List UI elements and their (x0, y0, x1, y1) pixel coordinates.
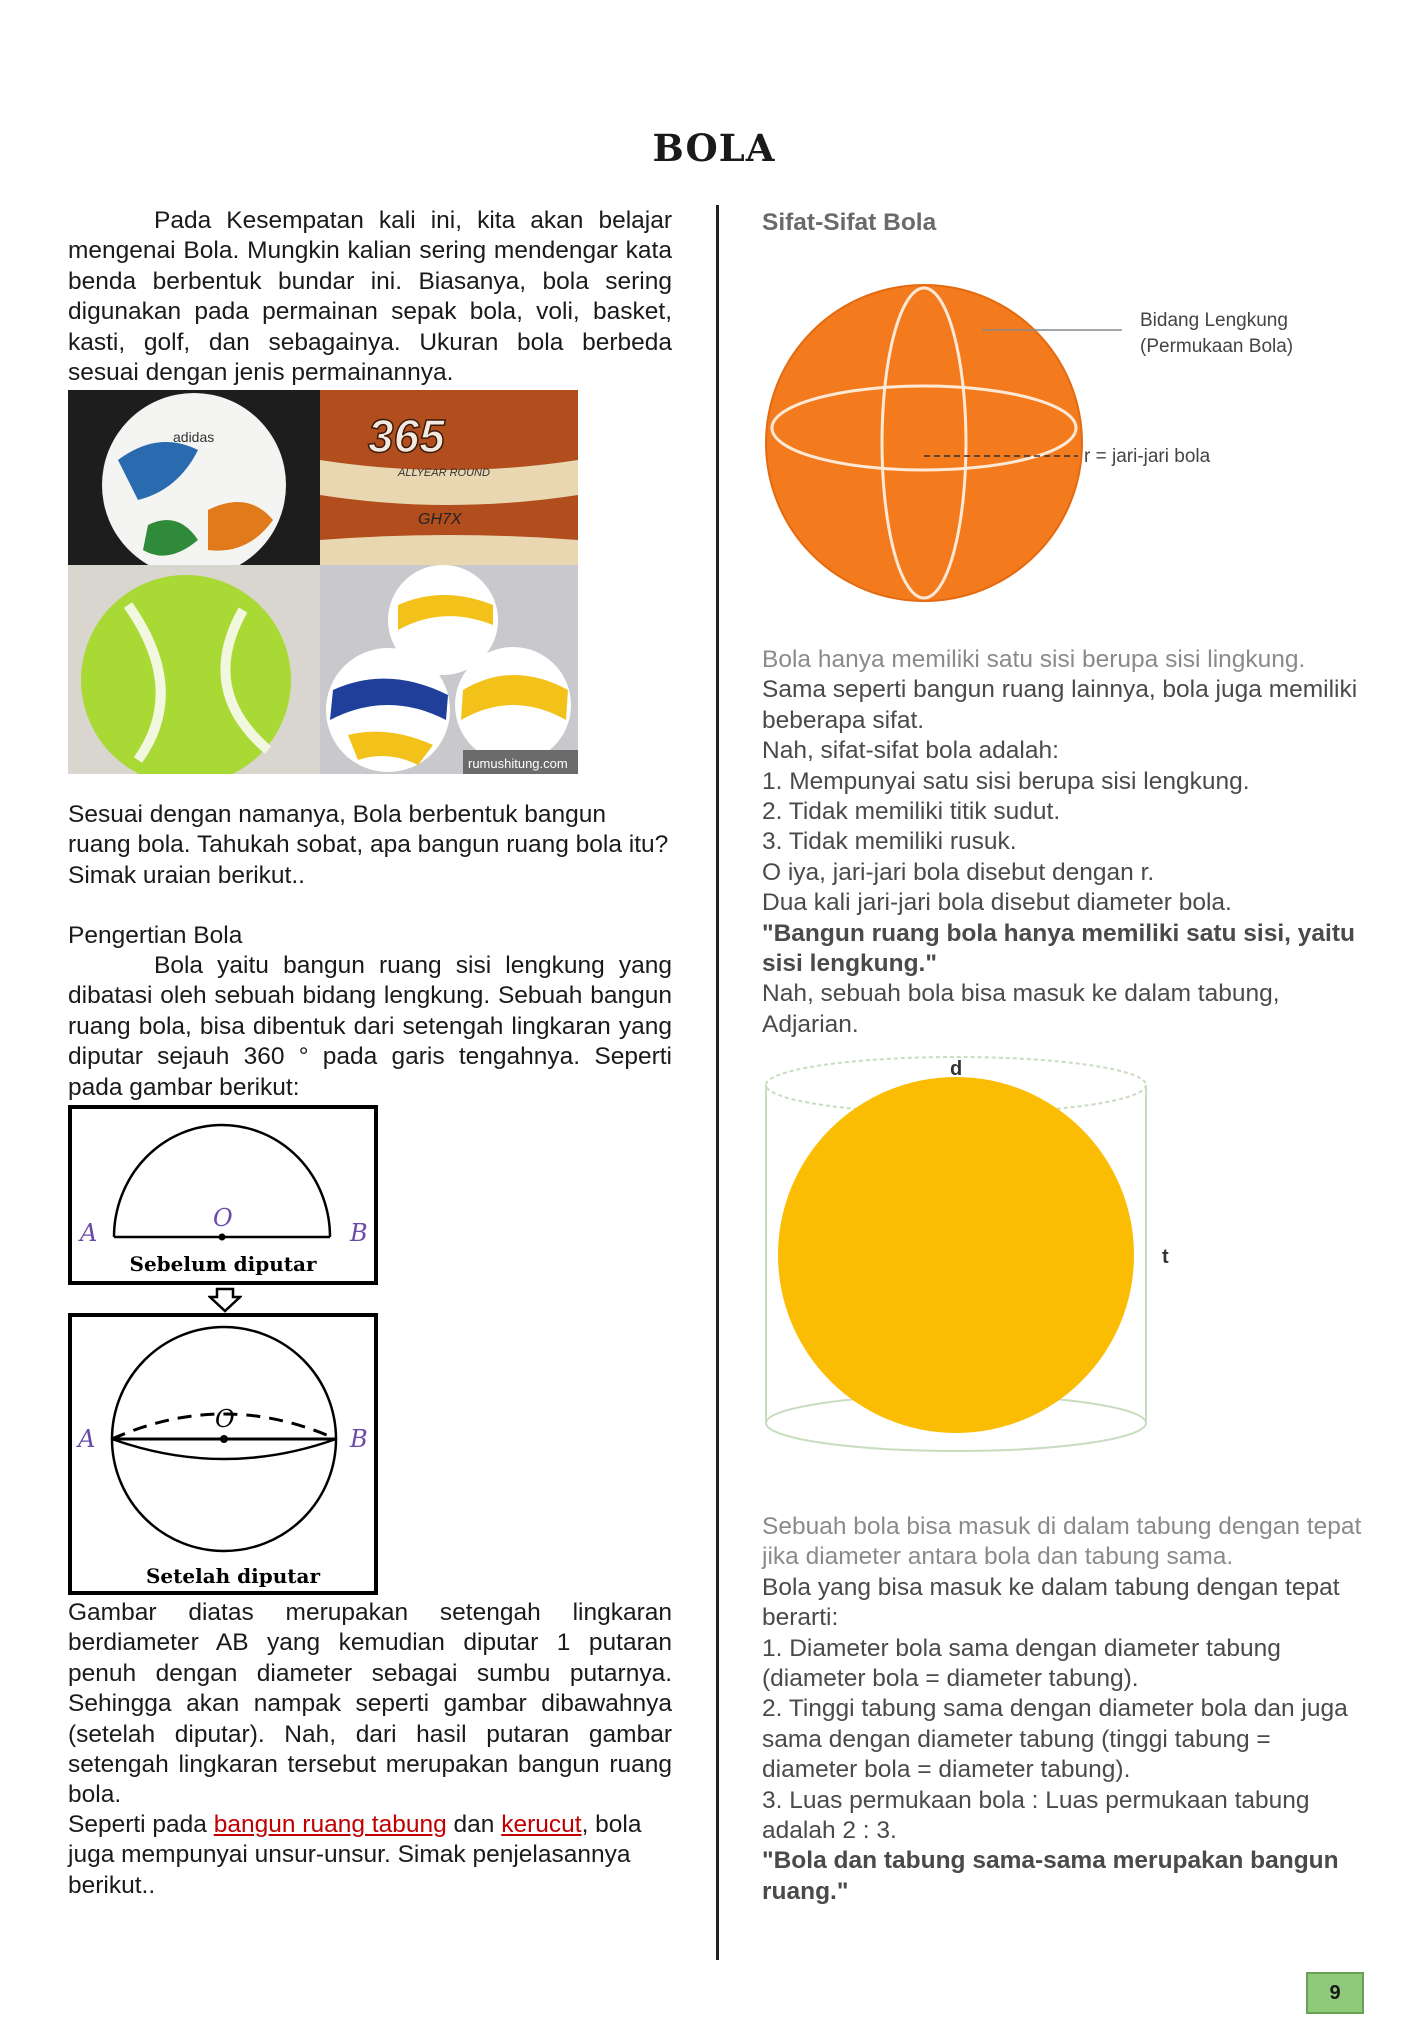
label-o: O (213, 1204, 233, 1232)
basketball-subtext: ALLYEAR ROUND (398, 467, 490, 479)
link-kerucut[interactable]: kerucut (501, 1811, 582, 1838)
sifat-line: O iya, jari-jari bola disebut dengan r. (762, 858, 1155, 886)
page-title: BOLA (652, 126, 776, 170)
label-permukaan: (Permukaan Bola) (1140, 336, 1294, 357)
tabung-line: Sebuah bola bisa masuk di dalam tabung dengan tepat jika diameter antara bola dan tabung sama. (762, 1513, 1362, 1571)
label-b-after: B (350, 1425, 368, 1453)
para-pengertian: Bola yaitu bangun ruang sisi lengkung yang dibatasi oleh sebuah bidang lengkung. Sebuah bangun ruang bola, bisa dibentuk dari setengah lingkaran yang diputar sejauh 360 ° pada garis tengahnya. Seperti pada gambar berikut: (68, 952, 672, 1101)
heading-sifat: Sifat-Sifat Bola (762, 209, 937, 236)
label-b: B (350, 1219, 368, 1247)
para-penjelasan: Gambar diatas merupakan setengah lingkaran berdiameter AB yang kemudian diputar 1 putaran penuh dengan diameter sebagai sumbu putarnya. Sehingga akan nampak seperti gambar dibawahnya (setelah diputar). Nah, dari hasil putaran gambar setengah lingkaran tersebut merupakan bangun ruang bola. (68, 1599, 672, 1809)
sifat-line: "Bangun ruang bola hanya memiliki satu sisi, yaitu sisi lengkung." (762, 919, 1355, 978)
caption-before: Sebelum diputar (129, 1252, 317, 1276)
label-o-after: O (215, 1405, 235, 1433)
para-unsur: Seperti pada bangun ruang tabung dan kerucut, bola juga mempunyai unsur-unsur. Simak penjelasannya berikut.. (68, 1811, 642, 1899)
sifat-line: 2. Tidak memiliki titik sudut. (762, 798, 1061, 826)
tabung-line: 2. Tinggi tabung sama dengan diameter bola dan juga sama dengan diameter tabung (tinggi tabung = diameter bola = diameter tabung). (762, 1695, 1348, 1784)
basketball-number: 365 (368, 410, 445, 462)
watermark-text: rumushitung.com (468, 756, 568, 771)
sifat-line: 1. Mempunyai satu sisi berupa sisi lengkung. (762, 767, 1250, 795)
orange-sphere-diagram (762, 278, 1322, 618)
label-bidang: Bidang Lengkung (1140, 310, 1288, 331)
label-t: t (1162, 1246, 1169, 1268)
column-divider (716, 205, 719, 1960)
ball-photo-grid (68, 390, 578, 774)
tabung-line: Bola yang bisa masuk ke dalam tabung dengan tepat berarti: (762, 1573, 1340, 1632)
sifat-line: Bola hanya memiliki satu sisi berupa sisi lingkung. (762, 646, 1306, 673)
basketball-model: GH7X (418, 511, 462, 528)
sifat-line: Nah, sifat-sifat bola adalah: (762, 737, 1059, 765)
caption-after: Setelah diputar (145, 1564, 321, 1588)
tabung-line: 3. Luas permukaan bola : Luas permukaan tabung adalah 2 : 3. (762, 1786, 1310, 1845)
soccer-brand-text: adidas (173, 429, 215, 445)
sifat-list (762, 645, 1362, 1040)
label-a-after: A (78, 1425, 96, 1453)
page-number-badge: 9 (1306, 1972, 1364, 2014)
tabung-list (762, 1512, 1362, 1907)
intro-paragraph: Pada Kesempatan kali ini, kita akan belajar mengenai Bola. Mungkin kalian sering mendengar kata benda berbentuk bundar ini. Biasanya, bola sering digunakan pada permainan sepak bola, voli, basket, kasti, golf, dan sebagainya. Ukuran bola berbeda sesuai dengan jenis permainannya. (68, 207, 672, 387)
label-a: A (80, 1219, 98, 1247)
tabung-line: 1. Diameter bola sama dengan diameter tabung (diameter bola = diameter tabung). (762, 1634, 1281, 1693)
tabung-line: "Bola dan tabung sama-sama merupakan bangun ruang." (762, 1847, 1339, 1905)
link-tabung[interactable]: bangun ruang tabung (213, 1811, 447, 1838)
label-d: d (950, 1058, 963, 1080)
sifat-line: Dua kali jari-jari bola disebut diameter bola. (762, 889, 1232, 917)
down-arrow-icon (208, 1287, 242, 1313)
para-bentuk: Sesuai dengan namanya, Bola berbentuk bangun ruang bola. Tahukah sobat, apa bangun ruang bola itu? Simak uraian berikut.. (68, 801, 669, 889)
sifat-line: Nah, sebuah bola bisa masuk ke dalam tabung, Adjarian. (762, 980, 1280, 1038)
heading-pengertian: Pengertian Bola (68, 922, 243, 949)
diagram-before (68, 1105, 378, 1285)
sifat-line: 3. Tidak memiliki rusuk. (762, 828, 1017, 856)
sifat-line: Sama seperti bangun ruang lainnya, bola juga memiliki beberapa sifat. (762, 676, 1358, 734)
label-jari: r = jari-jari bola (1084, 446, 1211, 467)
cylinder-sphere-diagram (762, 1045, 1182, 1465)
diagram-after (68, 1313, 378, 1595)
